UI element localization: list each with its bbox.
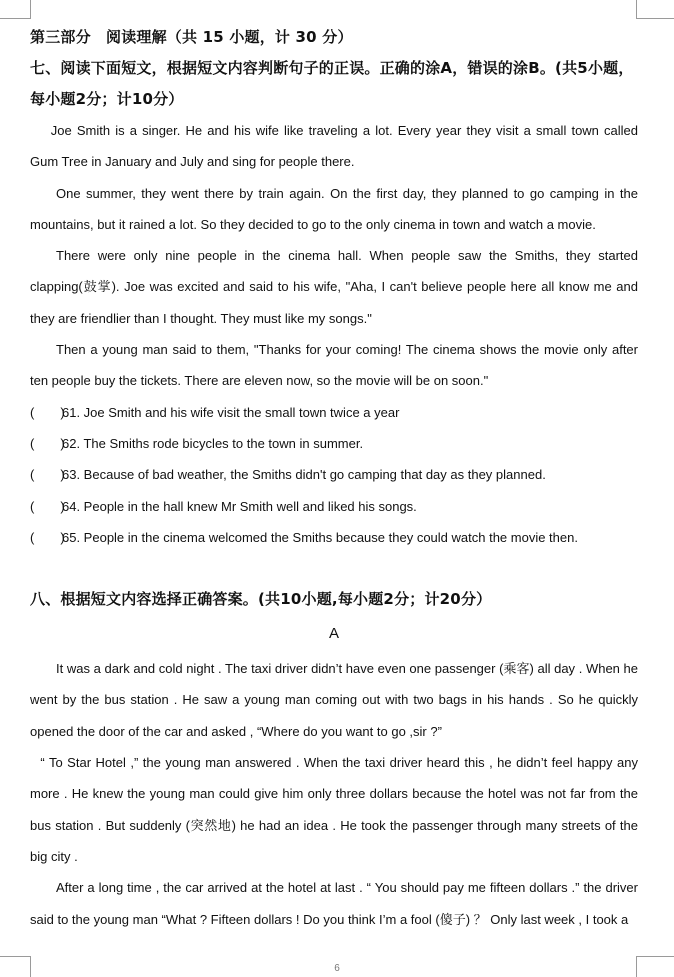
part8-instruction: 八、根据短文内容选择正确答案。(共10小题,每小题2分；计20分） <box>30 590 492 609</box>
question-text: 65. People in the cinema welcomed the Smiths because they could watch the movie then. <box>62 529 578 545</box>
page-number: 6 <box>334 963 340 974</box>
question-65 <box>30 522 638 553</box>
answer-bracket[interactable]: ( ) <box>30 435 65 451</box>
part8-paragraph: “ To Star Hotel ,” the young man answered . When the taxi driver heard this , he didn’t feel happy any more . He knew the young man could give him only three dollars because the hotel was not far from the bus station . But suddenly (突然地) he had an idea . He took the passenger through many streets of the big city . <box>30 755 638 864</box>
crop-mark-top-right <box>636 0 674 19</box>
page-content <box>30 22 638 935</box>
question-text: 64. People in the hall knew Mr Smith well and liked his songs. <box>62 498 417 514</box>
question-61 <box>30 397 638 428</box>
question-text: 63. Because of bad weather, the Smiths didn't go camping that day as they planned. <box>62 467 546 483</box>
answer-bracket[interactable]: ( ) <box>30 529 65 545</box>
question-63 <box>30 459 638 490</box>
part8-paragraph: It was a dark and cold night . The taxi driver didn’t have even one passenger (乘客) all day . When he went by the bus station . He saw a young man coming out with two bags in his hands . So he quickly opened the door of the car and asked , “Where do you want to go ,sir ?” <box>30 661 638 739</box>
passage-label: A <box>328 625 339 643</box>
crop-mark-top-left <box>0 0 31 19</box>
answer-bracket[interactable]: ( ) <box>30 467 65 483</box>
part7-instruction: 七、阅读下面短文，根据短文内容判断句子的正误。正确的涂A，错误的涂B。(共5小题，每小题2分；计10分） <box>30 59 634 108</box>
part7-paragraph: There were only nine people in the cinema hall. When people saw the Smiths, they started clapping(鼓掌). Joe was excited and said to his wife, "Aha, I can't believe people here all know me and they are friendlier than I thought. They must like my songs." <box>30 248 638 326</box>
part7-paragraph: Then a young man said to them, "Thanks for your coming! The cinema shows the movie only after ten people buy the tickets. There are eleven now, so the movie will be on soon." <box>30 342 638 389</box>
section-title: 第三部分 阅读理解（共 15 小题，计 30 分） <box>30 28 353 46</box>
question-text: 61. Joe Smith and his wife visit the small town twice a year <box>62 404 400 420</box>
question-62 <box>30 428 638 459</box>
part8-paragraph: After a long time , the car arrived at the hotel at last . “ You should pay me fifteen dollars .” the driver said to the young man “What ? Fifteen dollars ! Do you think I’m a fool (傻子) ？ Only last week , I took a <box>30 880 638 927</box>
answer-bracket[interactable]: ( ) <box>30 498 65 514</box>
question-64 <box>30 491 638 522</box>
part7-paragraph: Joe Smith is a singer. He and his wife like traveling a lot. Every year they visit a small town called Gum Tree in January and July and sing for people there. <box>30 123 638 170</box>
part7-paragraph: One summer, they went there by train again. On the first day, they planned to go camping in the mountains, but it rained a lot. So they decided to go to the only cinema in town and watch a movie. <box>30 185 638 232</box>
section-spacer <box>30 553 638 584</box>
answer-bracket[interactable]: ( ) <box>30 404 65 420</box>
question-text: 62. The Smiths rode bicycles to the town in summer. <box>62 435 364 451</box>
